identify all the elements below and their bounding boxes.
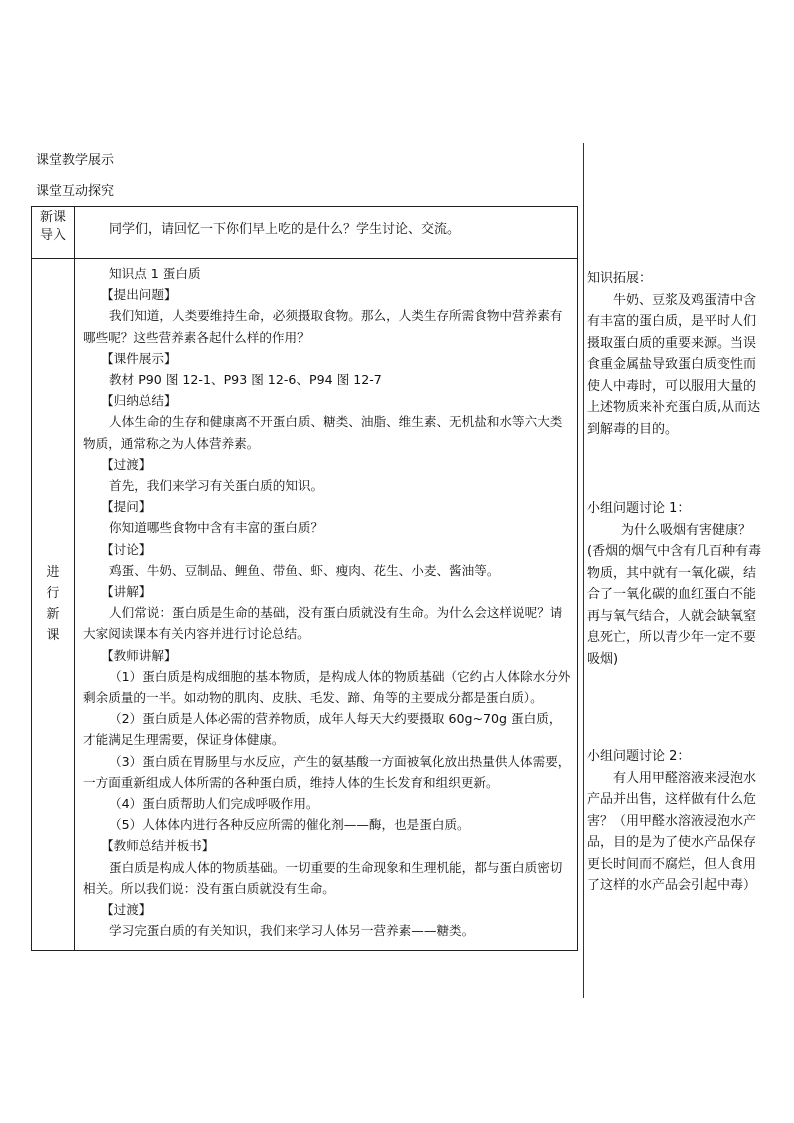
new-label-char: 课 [46, 628, 60, 644]
content-paragraph: 我们知道，人类要维持生命，必须摄取食物。那么，人类生存所需食物中营养素有哪些呢？这些营养素各起什么样的作用？ [83, 308, 563, 345]
intro-row [32, 207, 578, 259]
content-paragraph: 首先，我们来学习有关蛋白质的知识。 [109, 478, 324, 494]
group2-title: 小组问题讨论 2： [587, 749, 691, 764]
group-discussion-2 [587, 746, 763, 897]
content-paragraph: 【提问】 [101, 499, 152, 515]
content-paragraph: （2）蛋白质是人体必需的营养物质，成年人每天大约要摄取 60g~70g 蛋白质，才能满足生理需要，保证身体健康。 [83, 711, 562, 748]
group1-text: 为什么吸烟有害健康？(香烟的烟气中含有几百种有毒物质，其中就有一氧化碳，结合了一氧化碳的血红蛋白不能再与氧气结合，人就会缺氧窒息死亡，所以青少年一定不要吸烟) [587, 522, 762, 667]
group-discussion-1 [587, 498, 763, 670]
content-paragraph: 学习完蛋白质的有关知识，我们来学习人体另一营养素——糖类。 [109, 923, 475, 939]
content-paragraph: 【讲解】 [101, 584, 152, 600]
section-title: 课堂教学展示 [36, 153, 115, 168]
content-paragraph: （3）蛋白质在胃肠里与水反应，产生的氨基酸一方面被氧化放出热量供人体需要，一方面重新组成人体所需的各种蛋白质，维持人体的生长发育和组织更新。 [83, 753, 571, 790]
content-paragraph: 【提出问题】 [101, 287, 177, 303]
new-label-char: 行 [46, 586, 60, 602]
content-paragraph: 你知道哪些食物中含有丰富的蛋白质？ [109, 520, 324, 536]
column-divider [583, 143, 584, 998]
content-paragraph: 鸡蛋、牛奶、豆制品、鲤鱼、带鱼、虾、瘦肉、花生、小麦、酱油等。 [109, 562, 500, 578]
content-paragraph: 教材 P90 图 12-1、P93 图 12-6、P94 图 12-7 [109, 372, 382, 388]
new-label-char: 进 [46, 565, 60, 581]
content-paragraph: 知识点 1 蛋白质 [109, 266, 201, 281]
content-paragraph: 【归纳总结】 [101, 393, 177, 409]
content-paragraph: 人们常说：蛋白质是生命的基础，没有蛋白质就没有生命。为什么会这样说呢？请大家阅读课本有关内容并进行讨论总结。 [83, 605, 563, 642]
content-paragraph: 【过渡】 [101, 902, 152, 918]
intro-text: 同学们，请回忆一下你们早上吃的是什么？学生讨论、交流。 [75, 207, 578, 259]
content-paragraph: 蛋白质是构成人体的物质基础。一切重要的生命现象和生理机能，都与蛋白质密切相关。所以我们说：没有蛋白质就没有生命。 [83, 859, 563, 896]
subsection-title: 课堂互动探究 [36, 184, 115, 199]
intro-label [32, 207, 75, 259]
group2-text: 有人用甲醛溶液来浸泡水产品并出售，这样做有什么危害？（用甲醛水溶液浸泡水产品，目的是为了使水产品保存更长时间而不腐烂，但人食用了这样的水产品会引起中毒） [587, 770, 757, 893]
content-paragraph: 【过渡】 [101, 456, 152, 472]
lesson-content [75, 259, 578, 951]
content-paragraph: 【讨论】 [101, 541, 152, 557]
intro-label-line1: 新课 [39, 210, 66, 225]
content-paragraph: 【课件展示】 [101, 350, 177, 366]
content-paragraph: （5）人体体内进行各种反应所需的催化剂——酶，也是蛋白质。 [109, 817, 470, 833]
intro-label-line2: 导入 [39, 228, 66, 243]
content-paragraph: （4）蛋白质帮助人们完成呼吸作用。 [109, 796, 319, 812]
extension-text: 牛奶、豆浆及鸡蛋清中含有丰富的蛋白质，是平时人们摄取蛋白质的重要来源。当误食重金属盐导致蛋白质变性而使人中毒时，可以服用大量的上述物质来补充蛋白质,从而达到解毒的目的。 [587, 292, 761, 437]
content-paragraph: 【教师讲解】 [101, 647, 177, 663]
knowledge-extension [587, 268, 763, 440]
extension-title: 知识拓展： [587, 271, 653, 286]
new-lesson-row [32, 259, 578, 951]
new-label-char: 新 [46, 607, 60, 623]
group1-title: 小组问题讨论 1： [587, 501, 691, 516]
content-paragraph: 人体生命的生存和健康离不开蛋白质、糖类、油脂、维生素、无机盐和水等六大类物质，通常称之为人体营养素。 [83, 414, 563, 451]
lesson-table [31, 206, 578, 951]
content-paragraph: （1）蛋白质是构成细胞的基本物质，是构成人体的物质基础（它约占人体除水分外剩余质量的一半。如动物的肌肉、皮肤、毛发、蹄、角等的主要成分都是蛋白质）。 [83, 668, 571, 706]
content-paragraph: 【教师总结并板书】 [101, 838, 215, 854]
new-lesson-label [32, 259, 75, 951]
